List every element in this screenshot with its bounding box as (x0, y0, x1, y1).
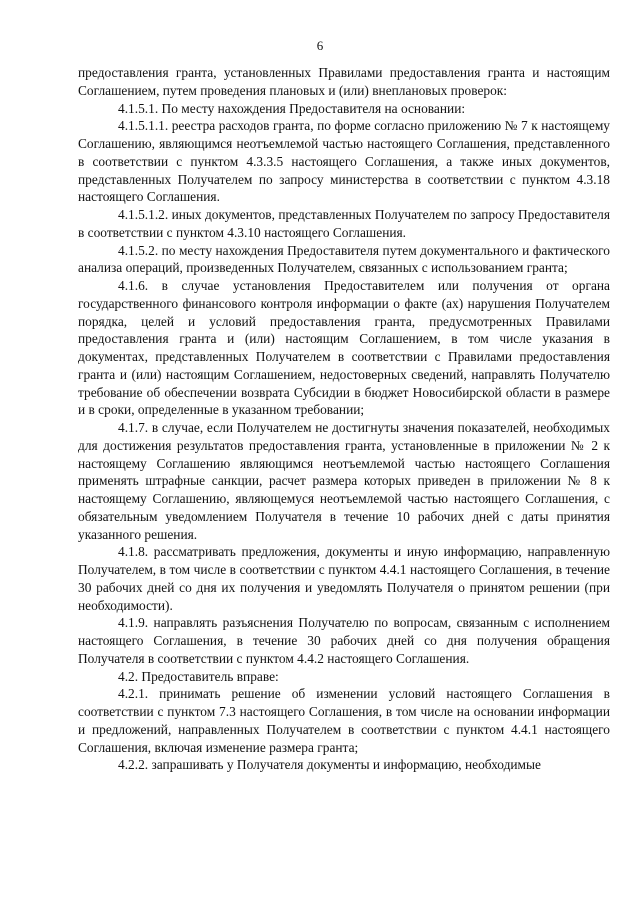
document-body (78, 64, 610, 774)
page-number: 6 (316, 38, 324, 53)
paragraph-4-1-5-2: 4.1.5.2. по месту нахождения Предоставителя путем документального и фактического анализа операций, произведенных Получателем, связанных с использованием гранта; (78, 242, 610, 276)
paragraph-4-1-5-1-1: 4.1.5.1.1. реестра расходов гранта, по форме согласно приложению № 7 к настоящему Соглашению, являющимся неотъемлемой частью настоящего Соглашения, представленного в соответствии с пунктом 4.3.3.5 настоящего Соглашения, а также иных документов, представленных Получателем по запросу министерства в соответствии с пунктом 4.3.18 настоящего Соглашения. (78, 118, 610, 205)
paragraph-4-1-8: 4.1.8. рассматривать предложения, документы и иную информацию, направленную Получателем, в том числе в соответствии с пунктом 4.4.1 настоящего Соглашения, в течение 30 рабочих дней со дня их получения и уведомлять Получателя о принятом решении (при необходимости). (78, 544, 610, 613)
paragraph-continuation: предоставления гранта, установленных Правилами предоставления гранта и настоящим Соглашением, путем проведения плановых и (или) внеплановых проверок: (78, 65, 610, 98)
paragraph-4-1-6: 4.1.6. в случае установления Предоставителем или получения от органа государственного финансового контроля информации о факте (ах) нарушения Получателем порядка, целей и условий предоставления гранта, предусмотренных Правилами предоставления гранта и (или) настоящим Соглашением, в том числе указания в документах, представленных Получателем в соответствии с Правилами предоставления гранта и (или) настоящим Соглашением, недостоверных сведений, направлять Получателю требование об обеспечении возврата Субсидии в бюджет Новосибирской области в размере и в сроки, определенные в указанном требовании; (78, 278, 610, 418)
paragraph-4-2: 4.2. Предоставитель вправе: (118, 668, 279, 684)
paragraph-4-1-5-1: 4.1.5.1. По месту нахождения Предоставителя на основании: (118, 100, 466, 116)
paragraph-4-2-2: 4.2.2. запрашивать у Получателя документы и информацию, необходимые (118, 757, 541, 773)
paragraph-4-1-9: 4.1.9. направлять разъяснения Получателю по вопросам, связанным с исполнением настоящего Соглашения, в течение 30 рабочих дней со дня получения обращения Получателя в соответствии с пунктом 4.4.2 настоящего Соглашения. (78, 615, 610, 666)
paragraph-4-1-5-1-2: 4.1.5.1.2. иных документов, представленных Получателем по запросу Предоставителя в соответствии с пунктом 4.3.10 настоящего Соглашения. (78, 207, 610, 240)
paragraph-4-2-1: 4.2.1. принимать решение об изменении условий настоящего Соглашения в соответствии с пунктом 7.3 настоящего Соглашения, в том числе на основании информации и предложений, направленных Получателем в соответствии с пунктом 4.4.1 настоящего Соглашения, включая изменение размера гранта; (78, 686, 610, 755)
paragraph-4-1-7: 4.1.7. в случае, если Получателем не достигнуты значения показателей, необходимых для достижения результатов предоставления гранта, установленные в приложении № 2 к настоящему Соглашению являющимся неотъемлемой частью настоящего Соглашения применять штрафные санкции, расчет размера которых приведен в приложении № 8 к настоящему Соглашению, являющемуся неотъемлемой частью настоящего Соглашения, с обязательным уведомлением Получателя в течение 10 рабочих дней с даты принятия указанного решения. (78, 420, 610, 542)
